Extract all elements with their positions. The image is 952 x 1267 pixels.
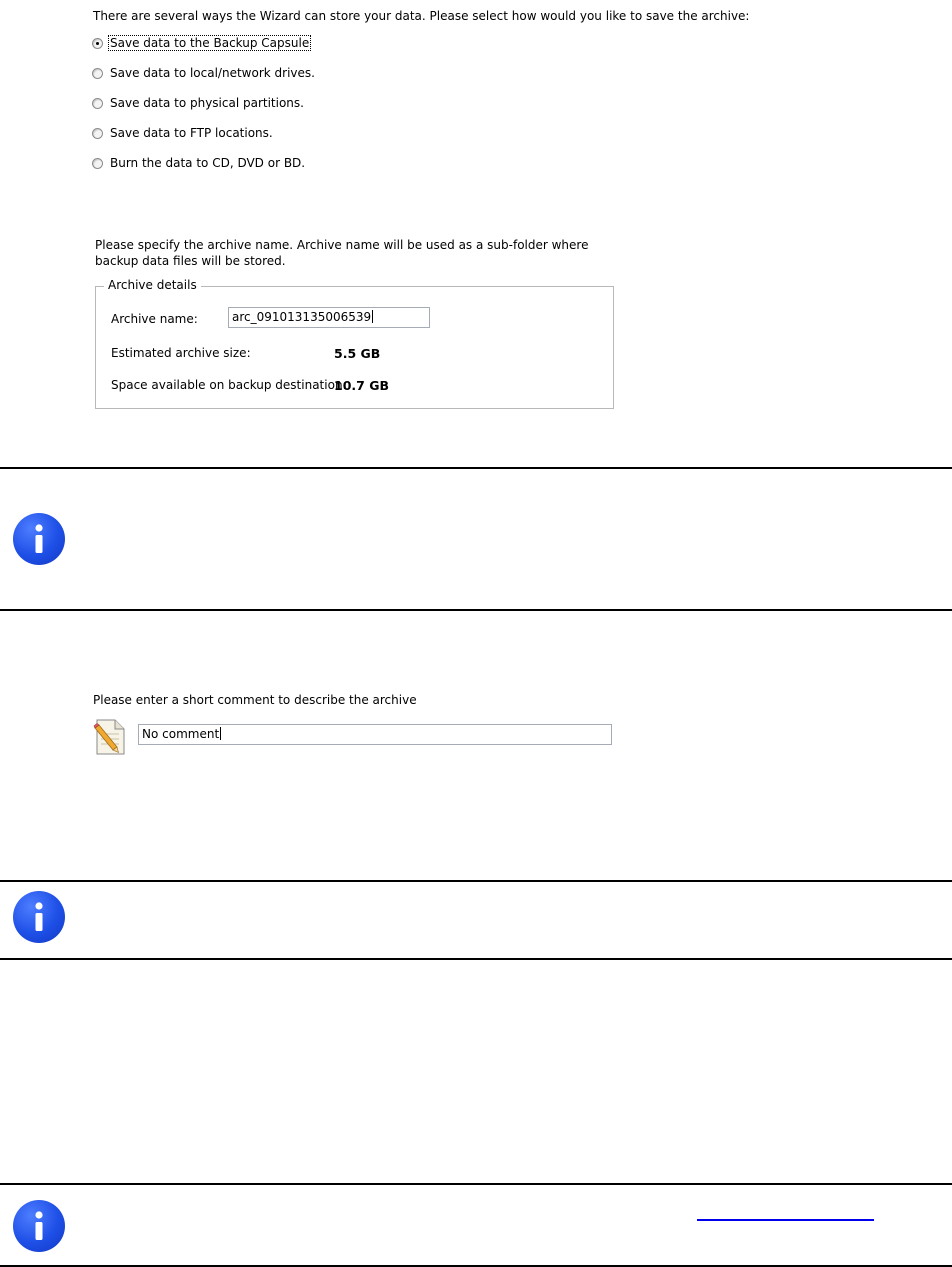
radio-button[interactable] [92, 128, 103, 139]
info-icon [13, 891, 65, 943]
divider [0, 880, 952, 882]
archive-details-legend: Archive details [104, 278, 201, 292]
archive-name-input[interactable] [228, 307, 430, 328]
divider [0, 958, 952, 960]
space-available-value: 10.7 GB [334, 378, 389, 393]
storage-intro-text: There are several ways the Wizard can store your data. Please select how would you like to save the archive: [93, 9, 750, 23]
notepad-pencil-icon [91, 717, 131, 757]
radio-label[interactable]: Burn the data to CD, DVD or BD. [110, 156, 306, 170]
comment-value: No comment [142, 727, 220, 741]
radio-button-selected[interactable] [92, 38, 103, 49]
text-caret [220, 727, 221, 740]
hyperlink-underline[interactable] [697, 1219, 874, 1221]
estimated-size-value: 5.5 GB [334, 346, 381, 361]
divider [0, 609, 952, 611]
radio-label[interactable]: Save data to FTP locations. [110, 126, 273, 140]
radio-label[interactable]: Save data to local/network drives. [110, 66, 315, 80]
radio-option-local-network-drives[interactable] [92, 64, 316, 82]
radio-option-physical-partitions[interactable] [92, 94, 305, 112]
radio-option-backup-capsule[interactable] [92, 34, 310, 52]
estimated-size-label: Estimated archive size: [111, 346, 251, 360]
space-available-label: Space available on backup destination: [111, 378, 347, 392]
info-icon [13, 1200, 65, 1252]
info-icon [13, 513, 65, 565]
radio-option-burn-disc[interactable] [92, 154, 306, 172]
archive-name-label: Archive name: [111, 312, 198, 326]
radio-button[interactable] [92, 158, 103, 169]
radio-label[interactable]: Save data to the Backup Capsule [110, 36, 310, 50]
radio-label[interactable]: Save data to physical partitions. [110, 96, 304, 110]
text-caret [372, 310, 373, 323]
comment-input[interactable] [138, 724, 612, 745]
radio-option-ftp-locations[interactable] [92, 124, 274, 142]
radio-button[interactable] [92, 98, 103, 109]
divider [0, 467, 952, 469]
comment-prompt: Please enter a short comment to describe the archive [93, 693, 417, 707]
archive-name-value: arc_091013135006539 [232, 310, 372, 324]
divider [0, 1183, 952, 1185]
archive-description: Please specify the archive name. Archive name will be used as a sub-folder where backup data files will be stored. [95, 238, 589, 268]
radio-button[interactable] [92, 68, 103, 79]
